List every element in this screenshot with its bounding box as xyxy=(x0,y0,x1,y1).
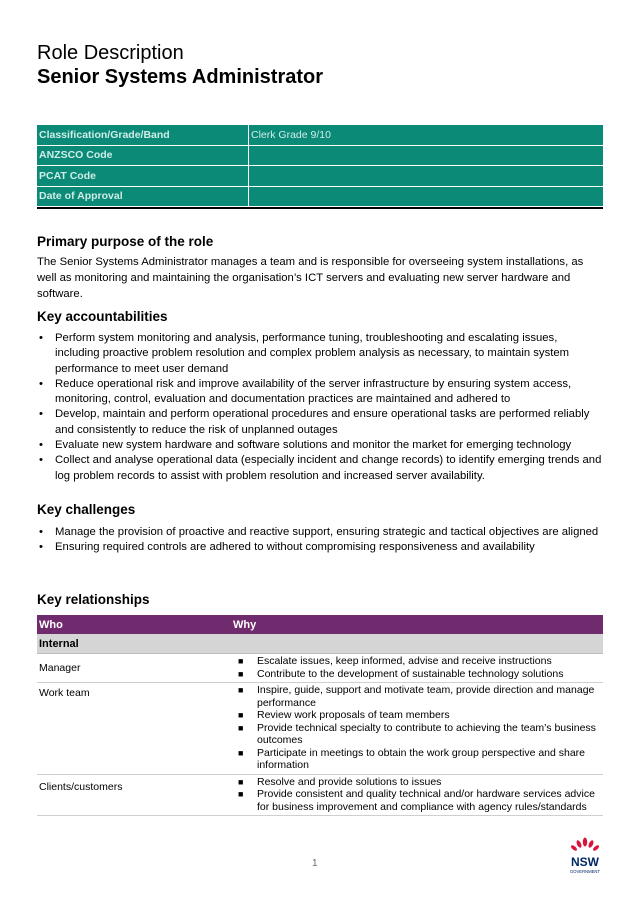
square-bullet-icon: ■ xyxy=(238,776,244,787)
why-cell xyxy=(233,654,603,682)
list-item: • Develop, maintain and perform operational procedures and ensure operational tasks are performed reliably and consistently to reduce the risk of unplanned outages xyxy=(39,408,590,436)
bullet-icon: • xyxy=(39,526,43,538)
logo-subtext: GOVERNMENT xyxy=(569,869,601,874)
square-bullet-icon: ■ xyxy=(238,710,244,720)
list-item: • Reduce operational risk and improve availability of the server infrastructure by ensuring system access, monitoring, control, evaluation and documentation practices are maintained and adhered to xyxy=(39,377,572,406)
why-item: ■ Contribute to the development of sustainable technology solutions xyxy=(238,667,564,680)
why-item: ■ Review work proposals of team members xyxy=(238,709,450,721)
list-item: • Evaluate new system hardware and software solutions and monitor the market for emerging technology xyxy=(37,438,603,453)
table-divider xyxy=(37,207,603,209)
info-value xyxy=(249,145,604,166)
why-cell xyxy=(233,775,603,816)
bullet-icon: • xyxy=(39,332,43,344)
who-cell: Clients/customers xyxy=(39,780,123,793)
table-row xyxy=(37,775,603,817)
info-value xyxy=(249,186,604,207)
challenges-list xyxy=(37,525,603,556)
document-title: Role Description xyxy=(37,42,184,64)
square-bullet-icon: ■ xyxy=(238,789,244,799)
challenges-heading: Key challenges xyxy=(37,502,136,517)
why-cell xyxy=(233,683,603,774)
square-bullet-icon: ■ xyxy=(238,747,244,758)
info-label: Classification/Grade/Band xyxy=(37,125,249,145)
bullet-icon: • xyxy=(39,408,43,421)
why-item: ■ Escalate issues, keep informed, advise and receive instructions xyxy=(238,655,552,667)
info-row xyxy=(37,145,603,166)
square-bullet-icon: ■ xyxy=(238,685,244,695)
why-item: ■ Inspire, guide, support and motivate team, provide direction and manage performance xyxy=(238,684,595,709)
why-item: ■ Resolve and provide solutions to issues xyxy=(238,775,442,788)
relationships-table xyxy=(37,615,603,816)
accountabilities-heading: Key accountabilities xyxy=(37,309,168,324)
group-row-internal: Internal xyxy=(37,634,603,654)
logo-text: NSW xyxy=(571,855,599,869)
square-bullet-icon: ■ xyxy=(238,656,244,666)
why-item: ■ Participate in meetings to obtain the work group perspective and share information xyxy=(238,746,586,771)
list-item: • Perform system monitoring and analysis, performance tuning, troubleshooting and escalating issues, including proactive problem resolution and complex problem analysis as necessary, to maintain system performance to meet user demand xyxy=(39,332,570,375)
info-label: PCAT Code xyxy=(37,166,249,187)
bullet-icon: • xyxy=(39,541,43,554)
who-cell: Manager xyxy=(39,662,81,674)
square-bullet-icon: ■ xyxy=(238,722,244,733)
info-value xyxy=(249,166,604,187)
purpose-text: The Senior Systems Administrator manages a team and is responsible for overseeing system installations, as well as monitoring and maintaining the organisation’s ICT servers and evaluating new server hardware and software. xyxy=(37,256,584,300)
why-item: ■ Provide technical specialty to contribute to achieving the team’s business outcomes xyxy=(238,721,596,746)
why-item: ■ Provide consistent and quality technical and/or hardware services advice for business improvement and compliance with agency rules/standards xyxy=(238,788,595,813)
list-item: • Ensuring required controls are adhered to without compromising responsiveness and availability xyxy=(37,540,603,555)
info-row xyxy=(37,166,603,187)
info-value: Clerk Grade 9/10 xyxy=(249,125,604,145)
info-label: ANZSCO Code xyxy=(37,145,249,166)
list-item: • Manage the provision of proactive and reactive support, ensuring strategic and tactical objectives are aligned xyxy=(37,525,603,540)
info-row xyxy=(37,125,603,145)
relationships-heading: Key relationships xyxy=(37,592,150,607)
role-info-table xyxy=(37,125,603,207)
table-row xyxy=(37,683,603,775)
bullet-icon: • xyxy=(39,454,43,467)
table-header xyxy=(37,615,603,634)
purpose-heading: Primary purpose of the role xyxy=(37,234,214,249)
info-label: Date of Approval xyxy=(37,186,249,207)
role-title: Senior Systems Administrator xyxy=(37,66,324,88)
list-item: • Collect and analyse operational data (especially incident and change records) to identify emerging trends and log problem records to assist with problem resolution and increased server availability. xyxy=(39,454,602,482)
bullet-icon: • xyxy=(39,439,43,452)
column-header-who: Who xyxy=(39,618,63,631)
info-row xyxy=(37,186,603,207)
square-bullet-icon: ■ xyxy=(238,668,244,679)
table-row xyxy=(37,654,603,683)
page-number: 1 xyxy=(312,858,318,869)
waratah-icon xyxy=(570,838,600,852)
bullet-icon: • xyxy=(39,377,43,390)
nsw-government-logo xyxy=(563,834,607,878)
column-header-why: Why xyxy=(233,618,257,631)
accountabilities-list xyxy=(37,331,603,484)
who-cell: Work team xyxy=(39,687,90,699)
